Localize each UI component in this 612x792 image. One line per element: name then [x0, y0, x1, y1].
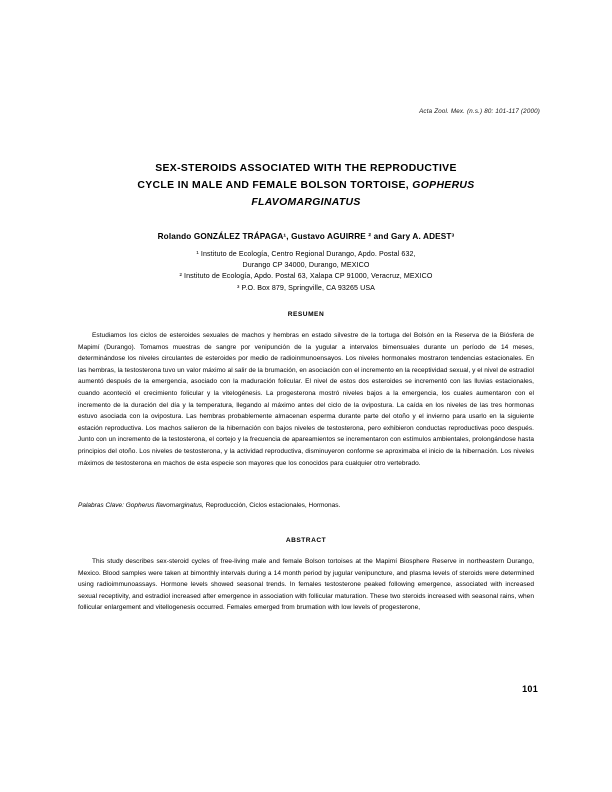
abstract-paragraph: This study describes sex-steroid cycles of free-living male and female Bolson tortoises at the Mapimí Biosphere Reserve in northeastern Durango, Mexico. Blood samples were taken at bimonthly intervals during a 14 month period by jugular venipuncture, and plasma levels of steroids were determined using radioimmunoassays. Hormone levels showed seasonal trends. In females testosterone peaked following emergence, associated with increased sexual receptivity, and estradiol increased after emergence in association with follicular maturation. These two steroids increased with seasonal rains, when follicular enlargement and vitellogenesis occurred. Females emerged from brumation with low levels of progesterone, [78, 558, 534, 612]
affiliation-line: ² Instituto de Ecología, Apdo. Postal 63, Xalapa CP 91000, Veracruz, MEXICO [179, 272, 433, 281]
keywords-terms: Reproducción, Ciclos estacionales, Hormonas. [205, 502, 341, 509]
title-line-2-plain: CYCLE IN MALE AND FEMALE BOLSON TORTOISE, [137, 180, 413, 191]
resumen-heading: RESUMEN [287, 311, 325, 318]
resumen-paragraph: Estudiamos los ciclos de esteroides sexuales de machos y hembras en estado silvestre de la tortuga del Bolsón en la Reserva de la Biósfera de Mapimí (Durango). Tomamos muestras de sangre por venipunción de la yugular a intervalos bimensuales durante un período de 14 meses, determinándose los niveles circulantes de esteroides por medio de radioinmunoensayos. Los niveles hormonales mostraron tendencias estacionales. En las hembras, la testosterona tuvo un valor máximo al salir de la brumación, en asociación con el incremento en la receptividad sexual, y el nivel de estradiol aumentó después de la emergencia, asociado con la maduración folicular. El nivel de estos dos esteroides se incrementó con las lluvias estacionales, cuando aconteció el crecimiento folicular y la vitelogénesis. La progesterona mostró niveles bajos a la emergencia, los cuales aumentaron con el incremento de la duración del día y la temperatura, llegando al máximo antes del ciclo de la ovipostura. La caída en los niveles de las tres hormonas estuvo asociada con la ovipostura. Las hembras probablemente almacenan esperma durante parte del otoño y el invierno para usarlo en la siguiente estación reproductiva. Los machos salieron de la hibernación con bajos niveles de testosterona, pero exhibieron conductas reproductivas poco después. Junto con un incremento de la testosterona, el cortejo y la frecuencia de apareamientos se incrementaron con estímulos ambientales, prolongándose hasta principios del otoño. Los niveles de testosterona, y la actividad reproductiva, disminuyeron conforme se aproximaba el inicio de la hibernación. Los niveles máximos de testosterona en machos de esta especie son mayores que los conocidos para cualquier otro vertebrado. [78, 332, 534, 467]
title-species: FLAVOMARGINATUS [251, 197, 361, 208]
title-line-3 [78, 194, 534, 211]
title-line-1: SEX-STEROIDS ASSOCIATED WITH THE REPRODUCTIVE [155, 163, 457, 174]
keywords-label: Palabras Clave: [78, 502, 124, 509]
author-list: Rolando GONZÁLEZ TRÁPAGA¹, Gustavo AGUIRRE ² and Gary A. ADEST³ [157, 232, 455, 241]
resumen-body [78, 330, 534, 469]
affiliation-line: Durango CP 34000, Durango, MEXICO [242, 261, 370, 270]
page-number: 101 [522, 684, 538, 694]
abstract-heading: ABSTRACT [285, 537, 327, 544]
title-genus: GOPHERUS [412, 180, 475, 191]
page-title [78, 160, 534, 211]
keywords-line [78, 500, 534, 512]
journal-reference: Acta Zool. Mex. (n.s.) 80: 101-117 (2000) [419, 108, 540, 115]
abstract-body [78, 556, 534, 614]
affiliation-line: ¹ Instituto de Ecología, Centro Regional Durango, Apdo. Postal 632, [196, 250, 416, 258]
affiliation-line: ³ P.O. Box 879, Springville, CA 93265 USA [236, 283, 376, 292]
affiliation-list [78, 249, 534, 294]
keywords-species: Gopherus flavomarginatus, [125, 502, 204, 509]
title-line-2 [78, 177, 534, 194]
